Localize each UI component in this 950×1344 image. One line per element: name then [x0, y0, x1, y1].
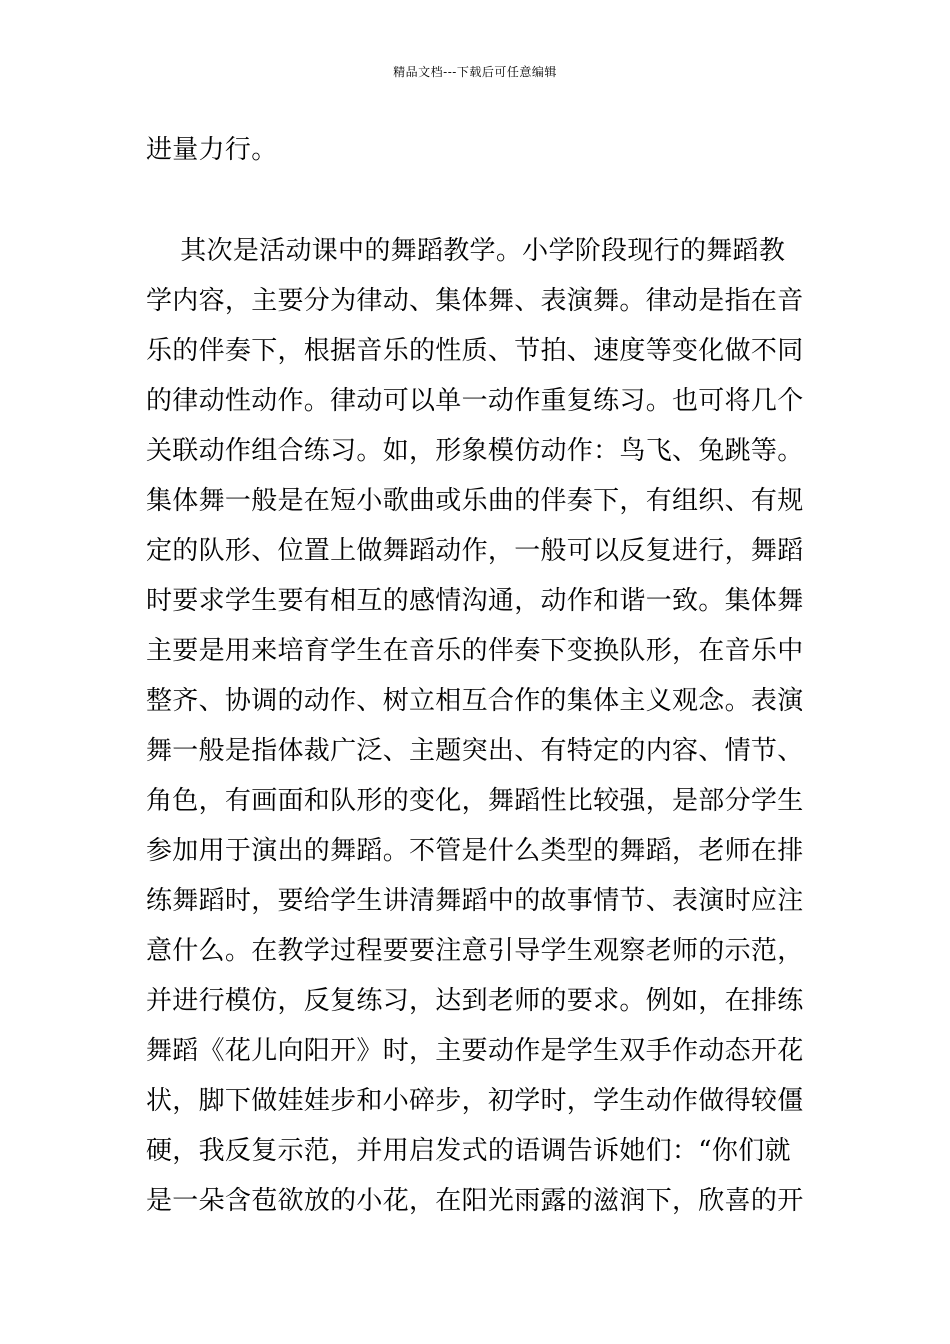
body-line-15: 练舞蹈时，要给学生讲清舞蹈中的故事情节、表演时应注 [146, 886, 804, 916]
body-line-16: 意什么。在教学过程要要注意引导学生观察老师的示范， [146, 936, 804, 966]
body-line-19: 状，脚下做娃娃步和小碎步，初学时，学生动作做得较僵 [146, 1086, 804, 1116]
body-line-2: 其次是活动课中的舞蹈教学。小学阶段现行的舞蹈教 [146, 236, 786, 266]
body-line-1: 进量力行。 [146, 135, 278, 165]
body-line-9: 时要求学生要有相互的感情沟通，动作和谐一致。集体舞 [146, 586, 804, 616]
body-line-13: 角色，有画面和队形的变化，舞蹈性比较强，是部分学生 [146, 786, 804, 816]
body-line-12: 舞一般是指体裁广泛、主题突出、有特定的内容、情节、 [146, 736, 804, 766]
body-line-5: 的律动性动作。律动可以单一动作重复练习。也可将几个 [146, 386, 804, 416]
body-line-18: 舞蹈《花儿向阳开》时，主要动作是学生双手作动态开花 [146, 1036, 804, 1066]
body-line-21: 是一朵含苞欲放的小花，在阳光雨露的滋润下，欣喜的开 [146, 1186, 804, 1216]
body-line-14: 参加用于演出的舞蹈。不管是什么类型的舞蹈，老师在排 [146, 836, 804, 866]
body-line-20: 硬，我反复示范，并用启发式的语调告诉她们：“你们就 [146, 1136, 791, 1166]
body-line-6: 关联动作组合练习。如，形象模仿动作：鸟飞、兔跳等。 [146, 436, 804, 466]
body-line-8: 定的队形、位置上做舞蹈动作，一般可以反复进行，舞蹈 [146, 536, 804, 566]
body-line-11: 整齐、协调的动作、树立相互合作的集体主义观念。表演 [146, 686, 804, 716]
body-line-17: 并进行模仿，反复练习，达到老师的要求。例如，在排练 [146, 986, 804, 1016]
body-line-3: 学内容，主要分为律动、集体舞、表演舞。律动是指在音 [146, 286, 804, 316]
body-line-4: 乐的伴奏下，根据音乐的性质、节拍、速度等变化做不同 [146, 336, 804, 366]
body-line-10: 主要是用来培育学生在音乐的伴奏下变换队形，在音乐中 [146, 636, 804, 666]
body-line-7: 集体舞一般是在短小歌曲或乐曲的伴奏下，有组织、有规 [146, 486, 804, 516]
page-header: 精品文档---下载后可任意编辑 [393, 65, 557, 79]
